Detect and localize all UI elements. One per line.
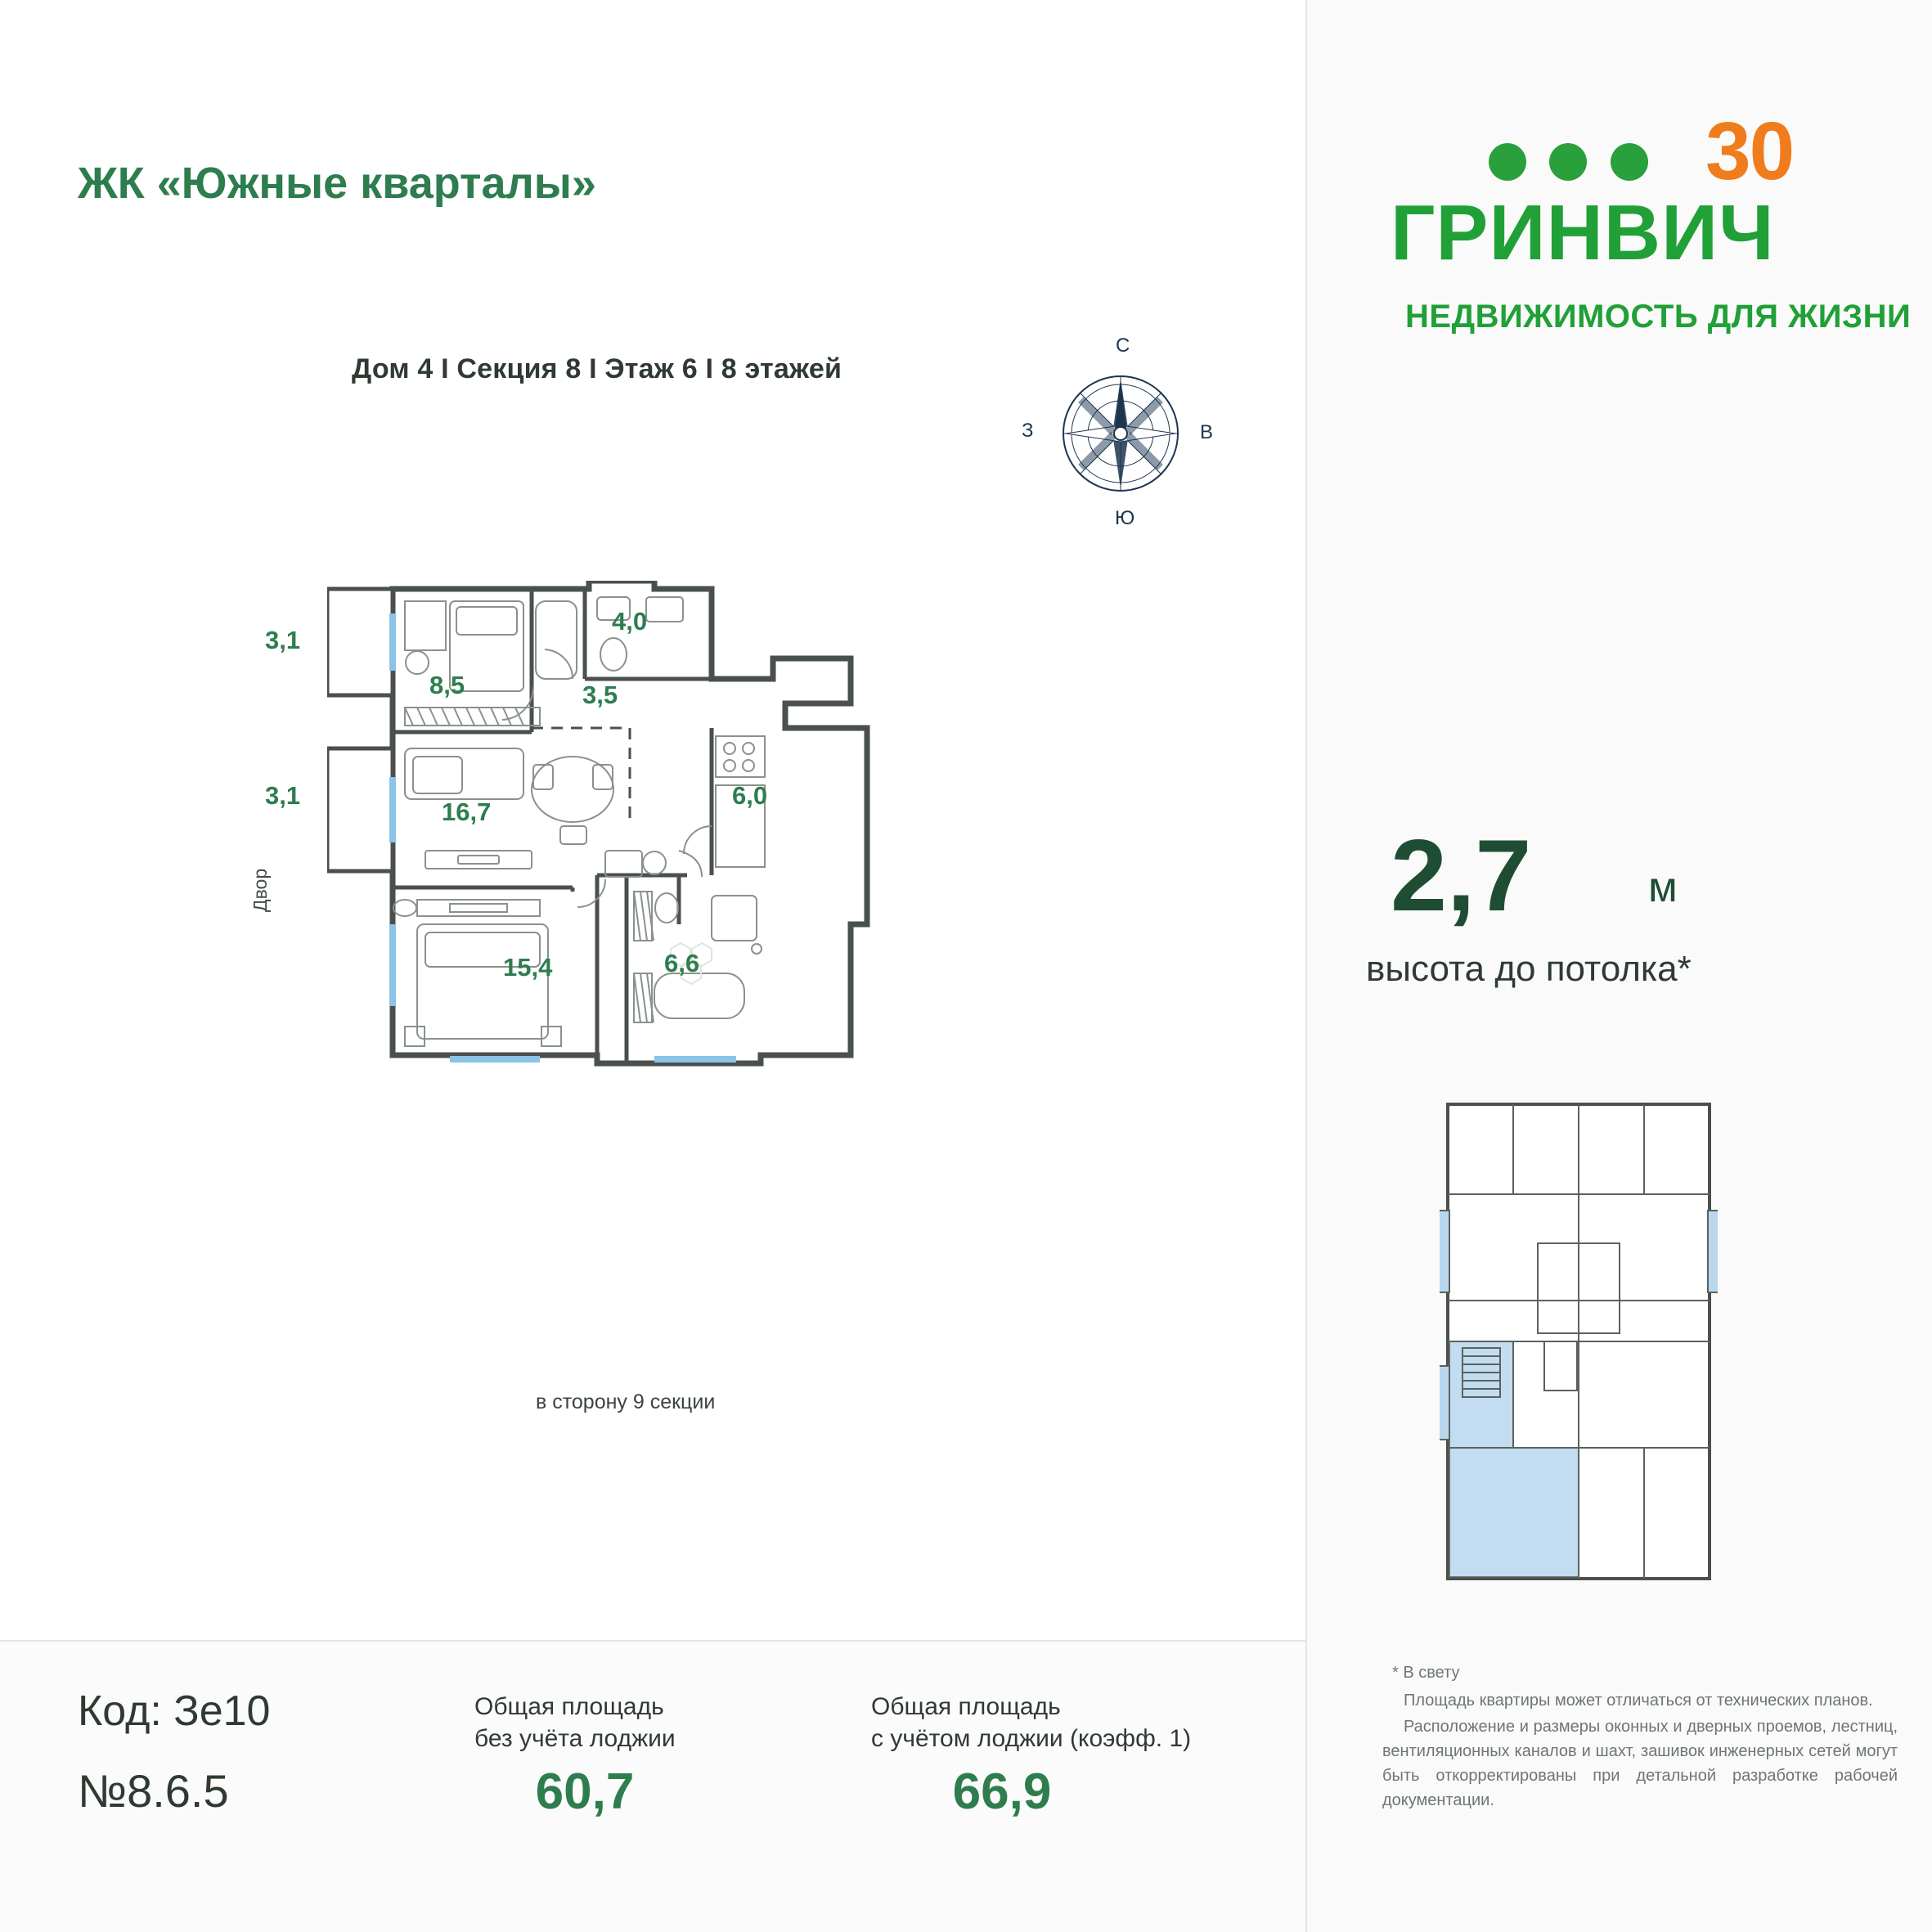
- area-label-bathroom-combined: 4,0: [612, 607, 648, 636]
- logo-brand-name: ГРИНВИЧ: [1391, 189, 1775, 276]
- ceiling-height-caption: высота до потолка*: [1366, 949, 1692, 989]
- floor-key-plan: [1440, 1096, 1718, 1587]
- area-without-loggia-value: 60,7: [535, 1764, 635, 1820]
- area-label-hallway: 3,5: [582, 681, 618, 709]
- compass-icon: [1027, 339, 1215, 528]
- logo-dot-2: [1549, 143, 1587, 181]
- compass-label-west: З: [1022, 420, 1034, 442]
- compass-label-east: В: [1200, 421, 1214, 443]
- area-label-loggia-lower: 3,1: [265, 781, 301, 810]
- logo-tagline: НЕДВИЖИМОСТЬ ДЛЯ ЖИЗНИ: [1405, 299, 1912, 335]
- area-without-loggia-caption-2: без учёта лоджии: [474, 1725, 676, 1752]
- floor-key-plan-drawing: [1440, 1096, 1718, 1587]
- toward-section-label: в сторону 9 секции: [536, 1391, 716, 1413]
- apartment-code: Код: Зe10: [78, 1687, 271, 1735]
- ceiling-height-unit: м: [1648, 864, 1678, 911]
- area-label-living-room: 16,7: [442, 798, 492, 826]
- area-label-loggia-upper: 3,1: [265, 626, 301, 654]
- area-without-loggia-block: [474, 1691, 695, 1821]
- compass-label-south: Ю: [1115, 507, 1135, 529]
- logo-dot-3: [1611, 143, 1648, 181]
- summary-footer: [0, 1640, 1305, 1932]
- area-label-bedroom-large: 15,4: [503, 953, 553, 982]
- apartment-plan-drawing: [327, 581, 932, 1284]
- ceiling-height-value: 2,7: [1391, 820, 1532, 932]
- legal-note: [1382, 1660, 1898, 1814]
- area-label-bathroom: 6,6: [664, 949, 700, 977]
- yard-label: Двор: [249, 868, 271, 912]
- apartment-plan: [265, 581, 932, 1284]
- page-title: ЖК «Южные кварталы»: [78, 159, 596, 208]
- apartment-number: №8.6.5: [78, 1765, 229, 1817]
- area-without-loggia-caption-1: Общая площадь: [474, 1693, 664, 1720]
- compass-label-north: С: [1116, 335, 1130, 357]
- area-with-loggia-block: [871, 1691, 1191, 1821]
- area-with-loggia-caption-2: с учётом лоджии (коэфф. 1): [871, 1725, 1192, 1752]
- legal-paragraph-2: Расположение и размеры оконных и дверных проемов, лестниц, вентиляционных каналов и шахт, зашивок инженерных сетей могут быть откорректированы при детальной разработке рабочей документации.: [1382, 1718, 1898, 1809]
- legal-asterisk: * В свету: [1392, 1664, 1460, 1682]
- logo-dots: [1489, 143, 1668, 185]
- area-with-loggia-value: 66,9: [952, 1764, 1052, 1820]
- logo-dot-1: [1489, 143, 1526, 181]
- legal-paragraph-1: Площадь квартиры может отличаться от технических планов.: [1404, 1692, 1873, 1710]
- location-line: Дом 4 I Секция 8 I Этаж 6 I 8 этажей: [352, 353, 842, 384]
- area-with-loggia-caption-1: Общая площадь: [871, 1693, 1061, 1720]
- area-label-bedroom-small: 8,5: [429, 671, 465, 699]
- compass-rose: [1022, 335, 1215, 529]
- area-label-kitchen: 6,0: [732, 781, 768, 810]
- logo-number: 30: [1705, 106, 1794, 197]
